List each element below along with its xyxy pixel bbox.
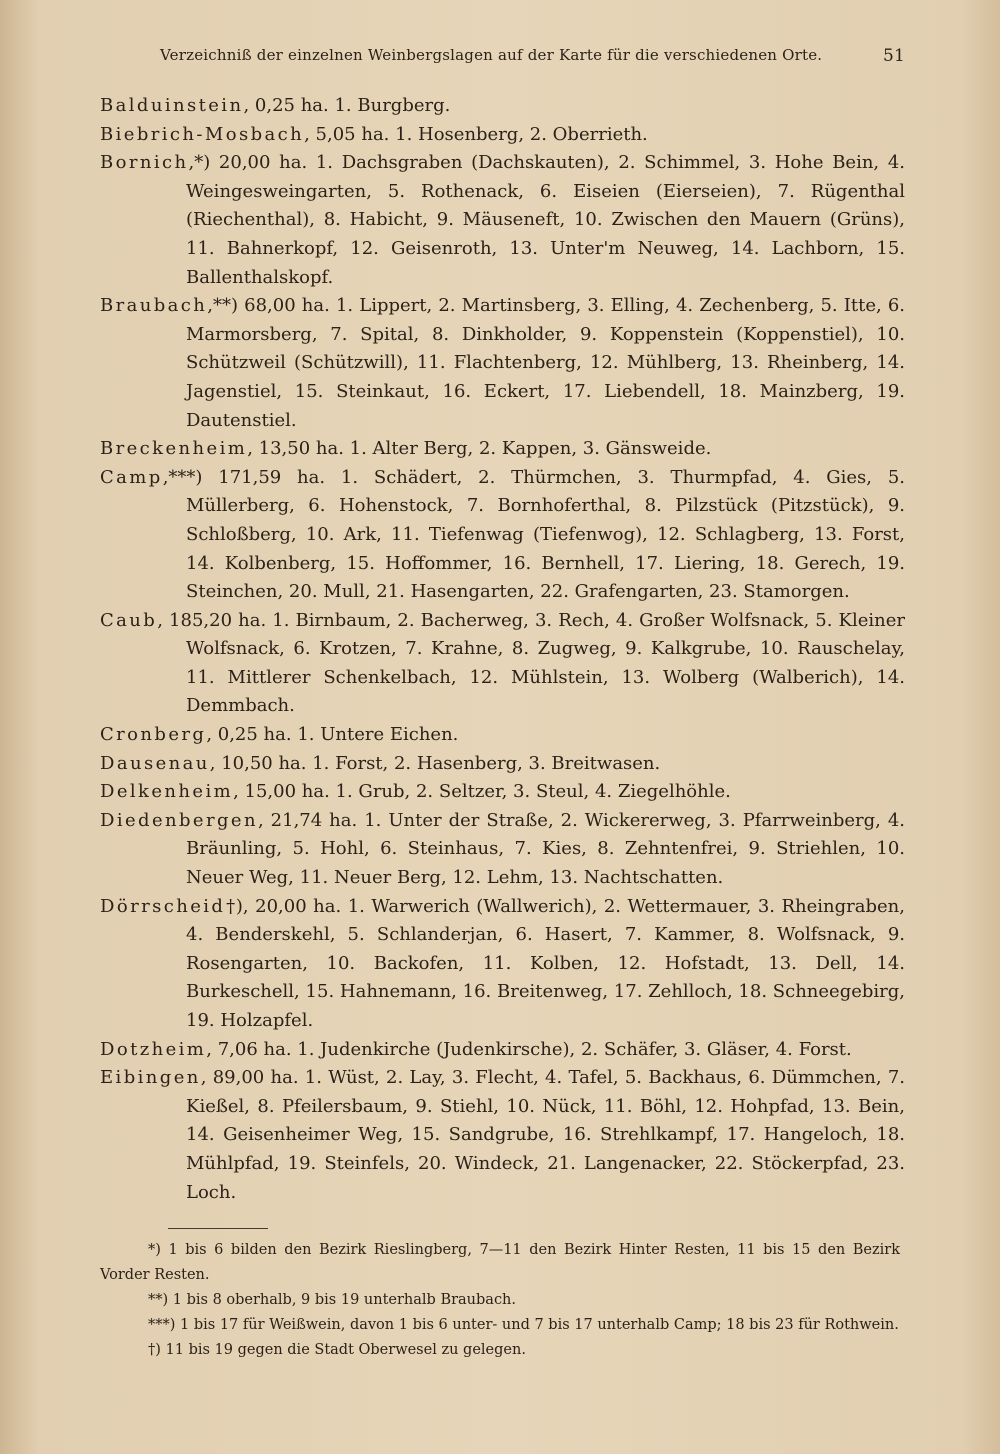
town-name: Dausenau <box>100 752 210 774</box>
entry-text: , 10,50 ha. 1. Forst, 2. Hasenberg, 3. Breitwasen. <box>209 752 661 774</box>
entry-text: ,***) 171,59 ha. 1. Schädert, 2. Thürmchen, 3. Thurmpfad, 4. Gies, 5. Müllerberg, 6. Hohenstock, 7. Bornhoferthal, 8. Pilzstück (Pitzstück), 9. Schloßberg, 10. Ark, 11. Tiefenwag (Tiefenwog), 12. Schlagberg, 13. Forst, 14. Kolbenberg, 15. Hoffommer, 16. Bernhell, 17. Liering, 18. Gerech, 19. Steinchen, 20. Mull, 21. Hasengarten, 22. Grafengarten, 23. Stamorgen. <box>162 466 905 603</box>
list-entry-delkenheim <box>100 778 905 807</box>
list-entry-dausenau <box>100 750 905 779</box>
footnotes <box>100 1238 900 1363</box>
list-entry-diedenbergen <box>100 807 905 893</box>
list-entry-doerrscheid <box>100 893 905 1036</box>
town-name: Cronberg <box>100 724 207 746</box>
entry-text: ,**) 68,00 ha. 1. Lippert, 2. Martinsberg, 3. Elling, 4. Zechenberg, 5. Itte, 6. Marmorsberg, 7. Spital, 8. Dinkholder, 9. Koppenstein (Koppenstiel), 10. Schützweil (Schützwill), 11. Flachtenberg, 12. Mühlberg, 13. Rheinberg, 14. Jagenstiel, 15. Steinkaut, 16. Eckert, 17. Liebendell, 18. Mainzberg, 19. Dautenstiel. <box>186 295 905 431</box>
town-name: Dotzheim <box>100 1038 207 1060</box>
town-name: Delkenheim <box>100 781 234 803</box>
footnote-doerrscheid: †) 11 bis 19 gegen die Stadt Oberwesel zu gelegen. <box>148 1342 526 1358</box>
entry-text: , 15,00 ha. 1. Grub, 2. Seltzer, 3. Steul, 4. Ziegelhöhle. <box>233 781 731 803</box>
list-entry-cronberg <box>100 721 905 750</box>
list-entry-caub <box>100 607 905 721</box>
town-name: Dörrscheid <box>100 895 226 917</box>
vineyard-list <box>100 92 905 1207</box>
town-name: Diedenbergen <box>100 809 258 831</box>
list-entry-camp <box>100 464 905 607</box>
town-name: Camp <box>100 466 163 488</box>
town-name: Caub <box>100 609 158 631</box>
list-entry-dotzheim <box>100 1036 905 1065</box>
list-entry-breckenheim <box>100 435 905 464</box>
town-name: Eibingen <box>100 1067 201 1089</box>
list-entry-braubach <box>100 292 905 435</box>
entry-text: ,*) 20,00 ha. 1. Dachsgraben (Dachskauten), 2. Schimmel, 3. Hohe Bein, 4. Weingesweingarten, 5. Rothenack, 6. Eiseien (Eierseien), 7. Rügenthal (Riechenthal), 8. Habicht, 9. Mäuseneft, 10. Zwischen den Mauern (Grüns), 11. Bahnerkopf, 12. Geisenroth, 13. Unter'm Neuweg, 14. Lachborn, 15. Ballenthalskopf. <box>186 152 905 288</box>
entry-text: , 0,25 ha. 1. Untere Eichen. <box>206 724 459 746</box>
page-number: 51 <box>882 46 905 66</box>
entry-text: , 21,74 ha. 1. Unter der Straße, 2. Wickererweg, 3. Pfarrweinberg, 4. Bräunling, 5. Hohl, 6. Steinhaus, 7. Kies, 8. Zehntenfrei, 9. Striehlen, 10. Neuer Weg, 11. Neuer Berg, 12. Lehm, 13. Nachtschatten. <box>186 809 905 889</box>
town-name: Balduinstein <box>100 95 244 116</box>
entry-text: , 0,25 ha. 1. Burgberg. <box>243 95 451 116</box>
town-name: Bornich <box>100 152 189 174</box>
town-name: Biebrich-Mosbach <box>100 123 305 145</box>
entry-text: , 185,20 ha. 1. Birnbaum, 2. Bacherweg, 3. Rech, 4. Großer Wolfsnack, 5. Kleiner Wolfsnack, 6. Krotzen, 7. Krahne, 8. Zugweg, 9. Kalkgrube, 10. Rauschelay, 11. Mittlerer Schenkelbach, 12. Mühlstein, 13. Wolberg (Walberich), 14. Demmbach. <box>157 609 905 717</box>
list-entry-bornich <box>100 149 905 292</box>
town-name: Breckenheim <box>100 438 248 460</box>
footnote-divider <box>168 1228 268 1229</box>
header-title: Verzeichniß der einzelnen Weinbergslagen auf der Karte für die verschiedenen Orte. <box>160 46 823 64</box>
footnote-camp: ***) 1 bis 17 für Weißwein, davon 1 bis 6 unter- und 7 bis 17 unterhalb Camp; 18 bis 23 für Rothwein. <box>148 1317 899 1333</box>
entry-text: , 13,50 ha. 1. Alter Berg, 2. Kappen, 3. Gänsweide. <box>247 438 712 460</box>
entry-text: †), 20,00 ha. 1. Warwerich (Wallwerich), 2. Wettermauer, 3. Rheingraben, 4. Benderskehl, 5. Schlanderjan, 6. Hasert, 7. Kammer, 8. Wolfsnack, 9. Rosengarten, 10. Backofen, 11. Kolben, 12. Hofstadt, 13. Dell, 14. Burkeschell, 15. Hahnemann, 16. Breitenweg, 17. Zehlloch, 18. Schneegebirg, 19. Holzapfel. <box>186 895 905 1031</box>
entry-text: , 5,05 ha. 1. Hosenberg, 2. Oberrieth. <box>304 123 648 145</box>
list-entry-balduinstein <box>100 92 905 121</box>
list-entry-biebrich-mosbach <box>100 121 905 150</box>
entry-text: , 7,06 ha. 1. Judenkirche (Judenkirsche), 2. Schäfer, 3. Gläser, 4. Forst. <box>206 1038 852 1060</box>
footnote-bornich: *) 1 bis 6 bilden den Bezirk Rieslingberg, 7—11 den Bezirk Hinter Resten, 11 bis 15 den Bezirk Vorder Resten. <box>100 1242 900 1283</box>
town-name: Braubach <box>100 295 208 317</box>
list-entry-eibingen <box>100 1064 905 1207</box>
entry-text: , 89,00 ha. 1. Wüst, 2. Lay, 3. Flecht, 4. Tafel, 5. Backhaus, 6. Dümmchen, 7. Kießel, 8. Pfeilersbaum, 9. Stiehl, 10. Nück, 11. Böhl, 12. Hohpfad, 13. Bein, 14. Geisenheimer Weg, 15. Sandgrube, 16. Strehlkampf, 17. Hangeloch, 18. Mühlpfad, 19. Steinfels, 20. Windeck, 21. Langenacker, 22. Stöckerpfad, 23. Loch. <box>186 1067 905 1203</box>
footnote-braubach: **) 1 bis 8 oberhalb, 9 bis 19 unterhalb Braubach. <box>148 1292 517 1308</box>
